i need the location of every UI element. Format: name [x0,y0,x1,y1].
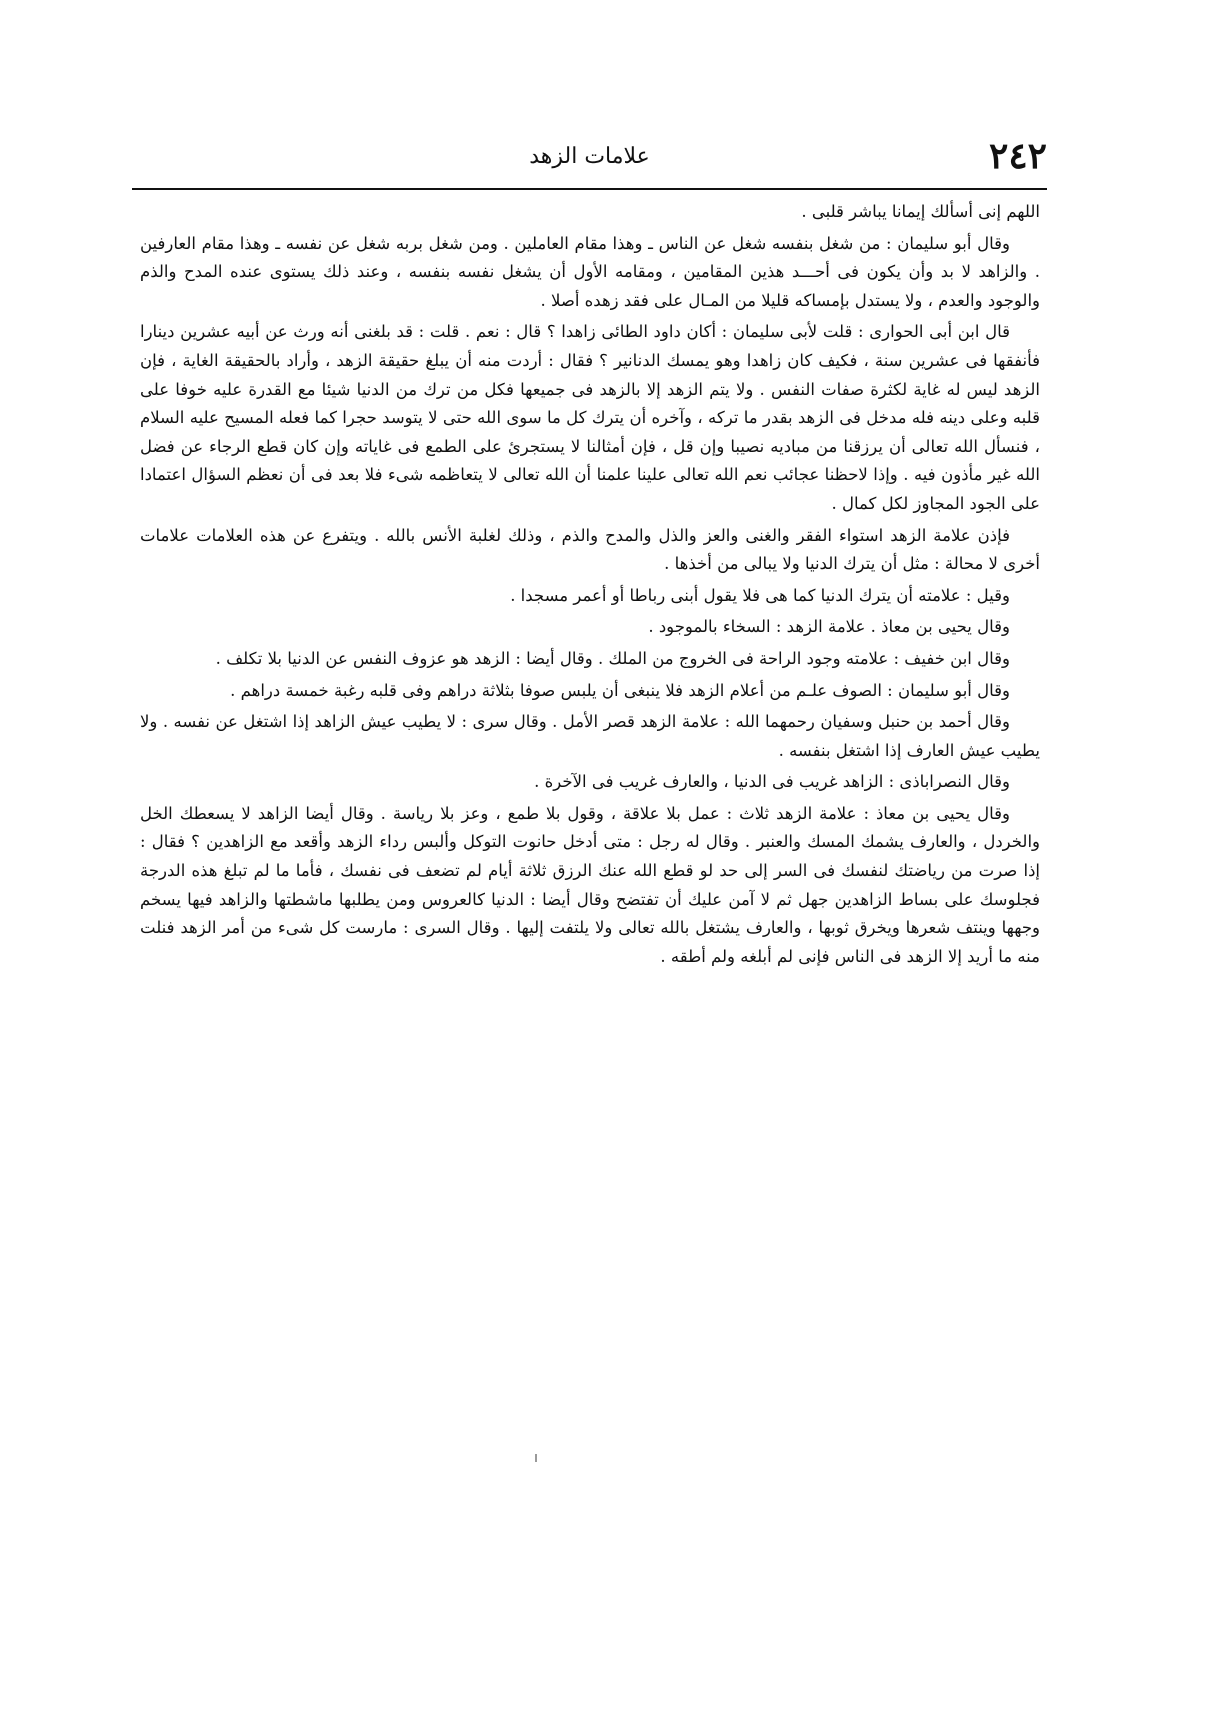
paragraph: وقال أبو سليمان : من شغل بنفسه شغل عن الناس ـ وهذا مقام العاملين . ومن شغل بربه شغل عن نفسه ـ وهذا مقام العارفين . والزاهد لا بد وأن يكون فى أحـــد هذين المقامين ، ومقامه الأول أن يشغل نفسه بنفسه ، وعند ذلك يستوى عنده المدح والذم والوجود والعدم ، ولا يستدل بإمساكه قليلا من المـال على فقد زهده أصلا . [140,233,1040,310]
paragraph: وقال أحمد بن حنبل وسفيان رحمهما الله : علامة الزهد قصر الأمل . وقال سرى : لا يطيب عيش الزاهد إذا اشتغل عن نفسه . ولا يطيب عيش العارف إذا اشتغل بنفسه . [140,712,1040,760]
page-header [132,134,1047,184]
paragraph: وقال أبو سليمان : الصوف علـم من أعلام الزهد فلا ينبغى أن يلبس صوفا بثلاثة دراهم وفى قلبه رغبة خمسة دراهم . [230,680,1010,700]
paragraph: قال ابن أبى الحوارى : قلت لأبى سليمان : أكان داود الطائى زاهدا ؟ قال : نعم . قلت : قد بلغنى أنه ورث عن أبيه عشرين دينارا فأنفقها فى عشرين سنة ، فكيف كان زاهدا وهو يمسك الدنانير ؟ فقال : أردت منه أن يبلغ حقيقة الزهد ، وأراد بالحقيقة الغاية ، فإن الزهد ليس له غاية لكثرة صفات النفس . ولا يتم الزهد إلا بالزهد فى جميعها فكل من ترك من الدنيا شيئا مع القدرة عليه خوفا على قلبه وعلى دينه فله مدخل فى الزهد بقدر ما تركه ، وآخره أن يترك كل ما سوى الله حتى لا يتوسد حجرا كما فعله المسيح عليه السلام ، فنسأل الله تعالى أن يرزقنا من مباديه نصيبا وإن قل ، فإن أمثالنا لا يستجرئ على الطمع فى غاياته وإن كان قطع الرجاء عن فضل الله غير مأذون فيه . وإذا لاحظنا عجائب نعم الله تعالى علينا علمنا أن الله تعالى لا يتعاظمه شىء فلا بعد فى أن نعظم السؤال اعتمادا على الجود المجاوز لكل كمال . [140,322,1040,513]
paragraph: وقال ابن خفيف : علامته وجود الراحة فى الخروج من الملك . وقال أيضا : الزهد هو عزوف النفس عن الدنيا بلا تكلف . [215,648,1010,668]
paragraph: اللهم إنى أسألك إيمانا يباشر قلبى . [801,202,1040,221]
paragraph: وقال النصراباذى : الزاهد غريب فى الدنيا ، والعارف غريب فى الآخرة . [534,772,1010,792]
paragraph: وقيل : علامته أن يترك الدنيا كما هى فلا يقول أبنى رباطا أو أعمر مسجدا . [510,585,1010,605]
body-text [140,198,1040,974]
header-rule [132,188,1047,190]
print-speck [535,1454,537,1462]
paragraph: وقال يحيى بن معاذ . علامة الزهد : السخاء بالموجود . [648,617,1010,637]
page-number: ٢٤٢ [988,135,1047,177]
paragraph: فإذن علامة الزهد استواء الفقر والغنى والعز والذل والمدح والذم ، وذلك لغلبة الأنس بالله . ويتفرع عن هذه العلامات علامات أخرى لا محالة : مثل أن يترك الدنيا ولا يبالى من أخذها . [140,525,1040,574]
running-title: علامات الزهد [529,144,650,169]
paragraph: وقال يحيى بن معاذ : علامة الزهد ثلاث : عمل بلا علاقة ، وقول بلا طمع ، وعز بلا رياسة . وقال أيضا الزاهد لا يسعطك الخل والخردل ، والعارف يشمك المسك والعنبر . وقال له رجل : متى أدخل حانوت التوكل وألبس رداء الزهد وأقعد مع الزاهدين ؟ فقال : إذا صرت من رياضتك لنفسك فى السر إلى حد لو قطع الله عنك الرزق ثلاثة أيام لم تضعف فى نفسك ، فأما ما لم تبلغ هذه الدرجة فجلوسك على بساط الزاهدين جهل ثم لا آمن عليك أن تفتضح وقال أيضا : الدنيا كالعروس ومن يطلبها ماشطتها والزاهد فيها يسخم وجهها وينتف شعرها ويخرق ثوبها ، والعارف يشتغل بالله تعالى ولا يلتفت إليها . وقال السرى : مارست كل شىء من أمر الزهد فنلت منه ما أريد إلا الزهد فى الناس فإنى لم أبلغه ولم أطقه . [140,803,1040,966]
